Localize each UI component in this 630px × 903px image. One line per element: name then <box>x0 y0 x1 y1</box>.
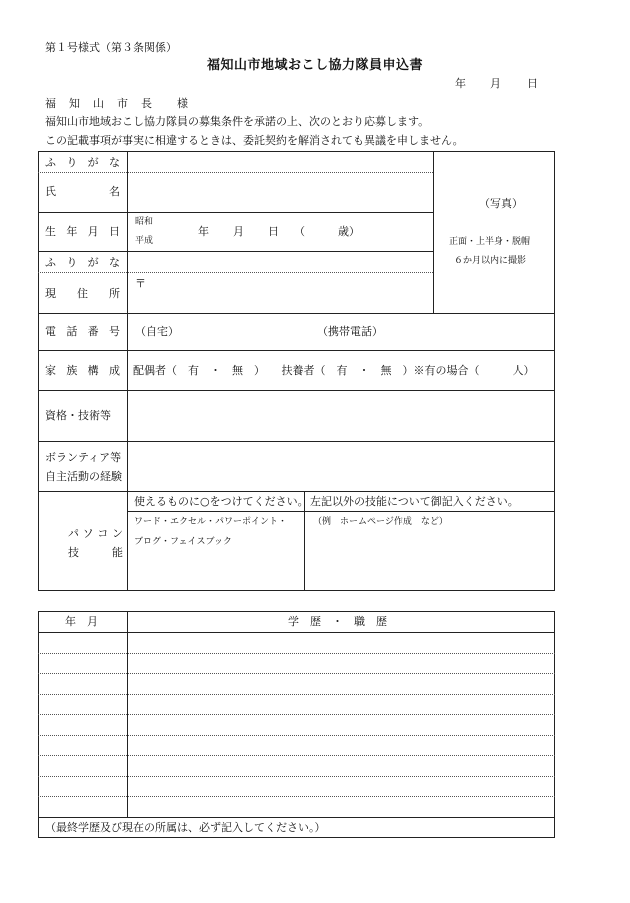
pc-right-example: （例 ホームページ作成 など） <box>313 517 448 527</box>
history-date-header: 年 月 <box>65 615 98 628</box>
history-note: （最終学歴及び現在の所属は、必ず記入してください。） <box>45 821 326 834</box>
photo-column-divider <box>433 151 434 313</box>
pc-label-line1: パ ソ コ ン <box>68 527 123 540</box>
phone-label: 電 話 番 号 <box>45 325 120 338</box>
history-row-5[interactable] <box>39 715 554 735</box>
age-open: （ <box>294 225 305 238</box>
name-input[interactable] <box>128 173 433 212</box>
history-row-line <box>38 817 555 818</box>
addressee: 福知山市長 <box>45 97 165 110</box>
history-row-8[interactable] <box>39 777 554 796</box>
phone-home-label: （自宅） <box>135 325 179 338</box>
name-label: 氏 名 <box>45 185 120 198</box>
qualification-input[interactable] <box>128 391 554 441</box>
volunteer-label-line2: 自主活動の経験 <box>45 470 122 483</box>
photo-title: （写真） <box>479 197 523 210</box>
era-showa[interactable]: 昭和 <box>135 217 154 227</box>
volunteer-input[interactable] <box>128 442 554 491</box>
family-composition-text: 配偶者（ 有 ・ 無 ） 扶養者（ 有 ・ 無 ）※有の場合（ 人） <box>133 364 535 377</box>
pc-software-line-1[interactable]: ワード・エクセル・パワーポイント・ <box>134 517 288 527</box>
birth-month-label: 月 <box>233 225 244 238</box>
volunteer-label-line1: ボランティア等 <box>45 451 122 464</box>
intro-line-1: 福知山市地域おこし協力隊員の募集条件を承諾の上、次のとおり応募します。 <box>45 115 430 128</box>
history-row-3[interactable] <box>39 674 554 694</box>
history-row-6[interactable] <box>39 736 554 755</box>
intro-line-2: この記載事項が事実に相違するときは、委託契約を解消されても異議を申しません。 <box>45 134 464 147</box>
pc-software-line-2[interactable]: ブログ・フェイスブック <box>134 537 232 547</box>
birthdate-label: 生 年 月 日 <box>45 225 120 238</box>
furigana-label: ふ り が な <box>45 156 120 169</box>
furigana-input[interactable] <box>128 152 433 172</box>
history-row-4[interactable] <box>39 695 554 714</box>
furigana-address-label: ふ り が な <box>45 256 120 269</box>
address-label: 現 住 所 <box>45 287 120 300</box>
row-line <box>38 313 555 314</box>
birth-year-label: 年 <box>198 225 209 238</box>
pc-label-line2: 技 能 <box>68 546 123 559</box>
addressee-honorific: 様 <box>177 97 188 110</box>
history-content-header: 学 歴 ・ 職 歴 <box>288 615 387 628</box>
era-heisei[interactable]: 平成 <box>135 236 154 246</box>
date-year-label: 年 <box>455 77 466 90</box>
address-input[interactable] <box>150 273 433 313</box>
photo-note-1: 正面・上半身・脱帽 <box>449 237 531 247</box>
row-line <box>38 350 555 351</box>
pc-left-heading: 使えるものに○をつけてください。 <box>134 495 309 508</box>
photo-note-2: ６か月以内に撮影 <box>454 256 527 266</box>
age-close: 歳） <box>338 225 360 238</box>
history-row-7[interactable] <box>39 756 554 776</box>
birth-day-label: 日 <box>268 225 279 238</box>
row-line <box>38 212 433 213</box>
row-line <box>127 511 555 512</box>
address-furigana-input[interactable] <box>128 252 433 272</box>
history-row-1[interactable] <box>39 633 554 653</box>
date-month-label: 月 <box>490 77 501 90</box>
form-number: 第１号様式（第３条関係） <box>45 41 177 54</box>
pc-right-heading: 左記以外の技能について御記入ください。 <box>310 495 519 508</box>
date-day-label: 日 <box>527 77 538 90</box>
family-label: 家 族 構 成 <box>45 364 120 377</box>
qualification-label: 資格・技術等 <box>45 409 111 422</box>
page-title: 福知山市地域おこし協力隊員申込書 <box>206 58 423 73</box>
row-line <box>38 491 555 492</box>
history-row-9[interactable] <box>39 797 554 817</box>
history-row-2[interactable] <box>39 654 554 673</box>
phone-mobile-label: （携帯電話） <box>317 325 383 338</box>
postal-mark: 〒 <box>135 277 146 290</box>
label-column-divider <box>127 151 128 591</box>
